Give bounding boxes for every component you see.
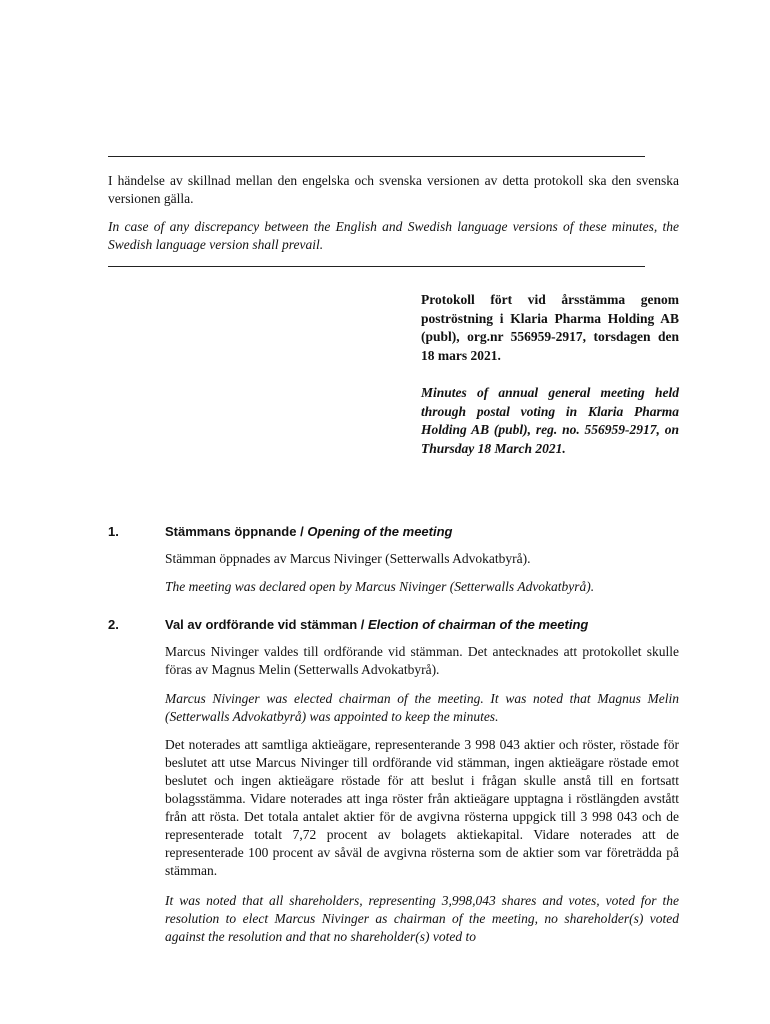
paragraph: Det noterades att samtliga aktieägare, representerande 3 998 043 aktier och röster, röstade för beslutet att utse Marcus Nivinger till ordförande vid stämman, ingen aktieägare röstade emot beslutet och ingen aktieägare röstade för att beslut i frågan skulle anstå till en fortsatt bolagsstämma. Vidare noterades att inga röster från aktieägare upptagna i röstlängden avstått från att rösta. Det totala antalet aktier för de avgivna rösterna uppgick till 3 998 043 och de representerade totalt 7,72 procent av bolagets aktiekapital. Vidare noterades att de representerade 100 procent av såväl de avgivna rösterna som de aktier som var företrädda på stämman.	[165, 737, 679, 878]
minutes-title-sv: Protokoll fört vid årsstämma genom poströstning i Klaria Pharma Holding AB (publ), org.nr 556959-2917, torsdagen den 18 mars 2021.	[421, 292, 679, 363]
section-heading-sv: Stämmans öppnande /	[165, 524, 308, 539]
paragraph: Marcus Nivinger valdes till ordförande vid stämman. Det antecknades att protokollet skulle föras av Magnus Melin (Setterwalls Advokatbyrå).	[165, 644, 679, 677]
paragraph: The meeting was declared open by Marcus Nivinger (Setterwalls Advokatbyrå).	[165, 579, 595, 594]
section-heading-en: Opening of the meeting	[307, 524, 453, 539]
section-heading-sv: Val av ordförande vid stämman /	[165, 617, 369, 632]
section-heading	[165, 524, 452, 539]
section-heading	[165, 617, 588, 632]
section-number: 1.	[108, 524, 119, 539]
paragraph: It was noted that all shareholders, representing 3,998,043 shares and votes, voted for the resolution to elect Marcus Nivinger as chairman of the meeting, no shareholder(s) voted against the resolution and that no shareholder(s) voted to	[165, 893, 679, 944]
paragraph: Marcus Nivinger was elected chairman of the meeting. It was noted that Magnus Melin (Setterwalls Advokatbyrå) was appointed to keep the minutes.	[165, 691, 679, 724]
language-notice-en: In case of any discrepancy between the English and Swedish language versions of these minutes, the Swedish language version shall prevail.	[108, 219, 679, 252]
bottom-divider	[108, 266, 645, 267]
section-heading-en: Election of chairman of the meeting	[368, 617, 589, 632]
paragraph: Stämman öppnades av Marcus Nivinger (Setterwalls Advokatbyrå).	[165, 551, 531, 566]
section-number: 2.	[108, 617, 119, 632]
minutes-title-en: Minutes of annual general meeting held through postal voting in Klaria Pharma Holding AB (publ), reg. no. 556959-2917, on Thursday 18 March 2021.	[421, 385, 679, 456]
top-divider	[108, 156, 645, 157]
language-notice-sv: I händelse av skillnad mellan den engelska och svenska versionen av detta protokoll ska den svenska versionen gälla.	[108, 173, 679, 206]
